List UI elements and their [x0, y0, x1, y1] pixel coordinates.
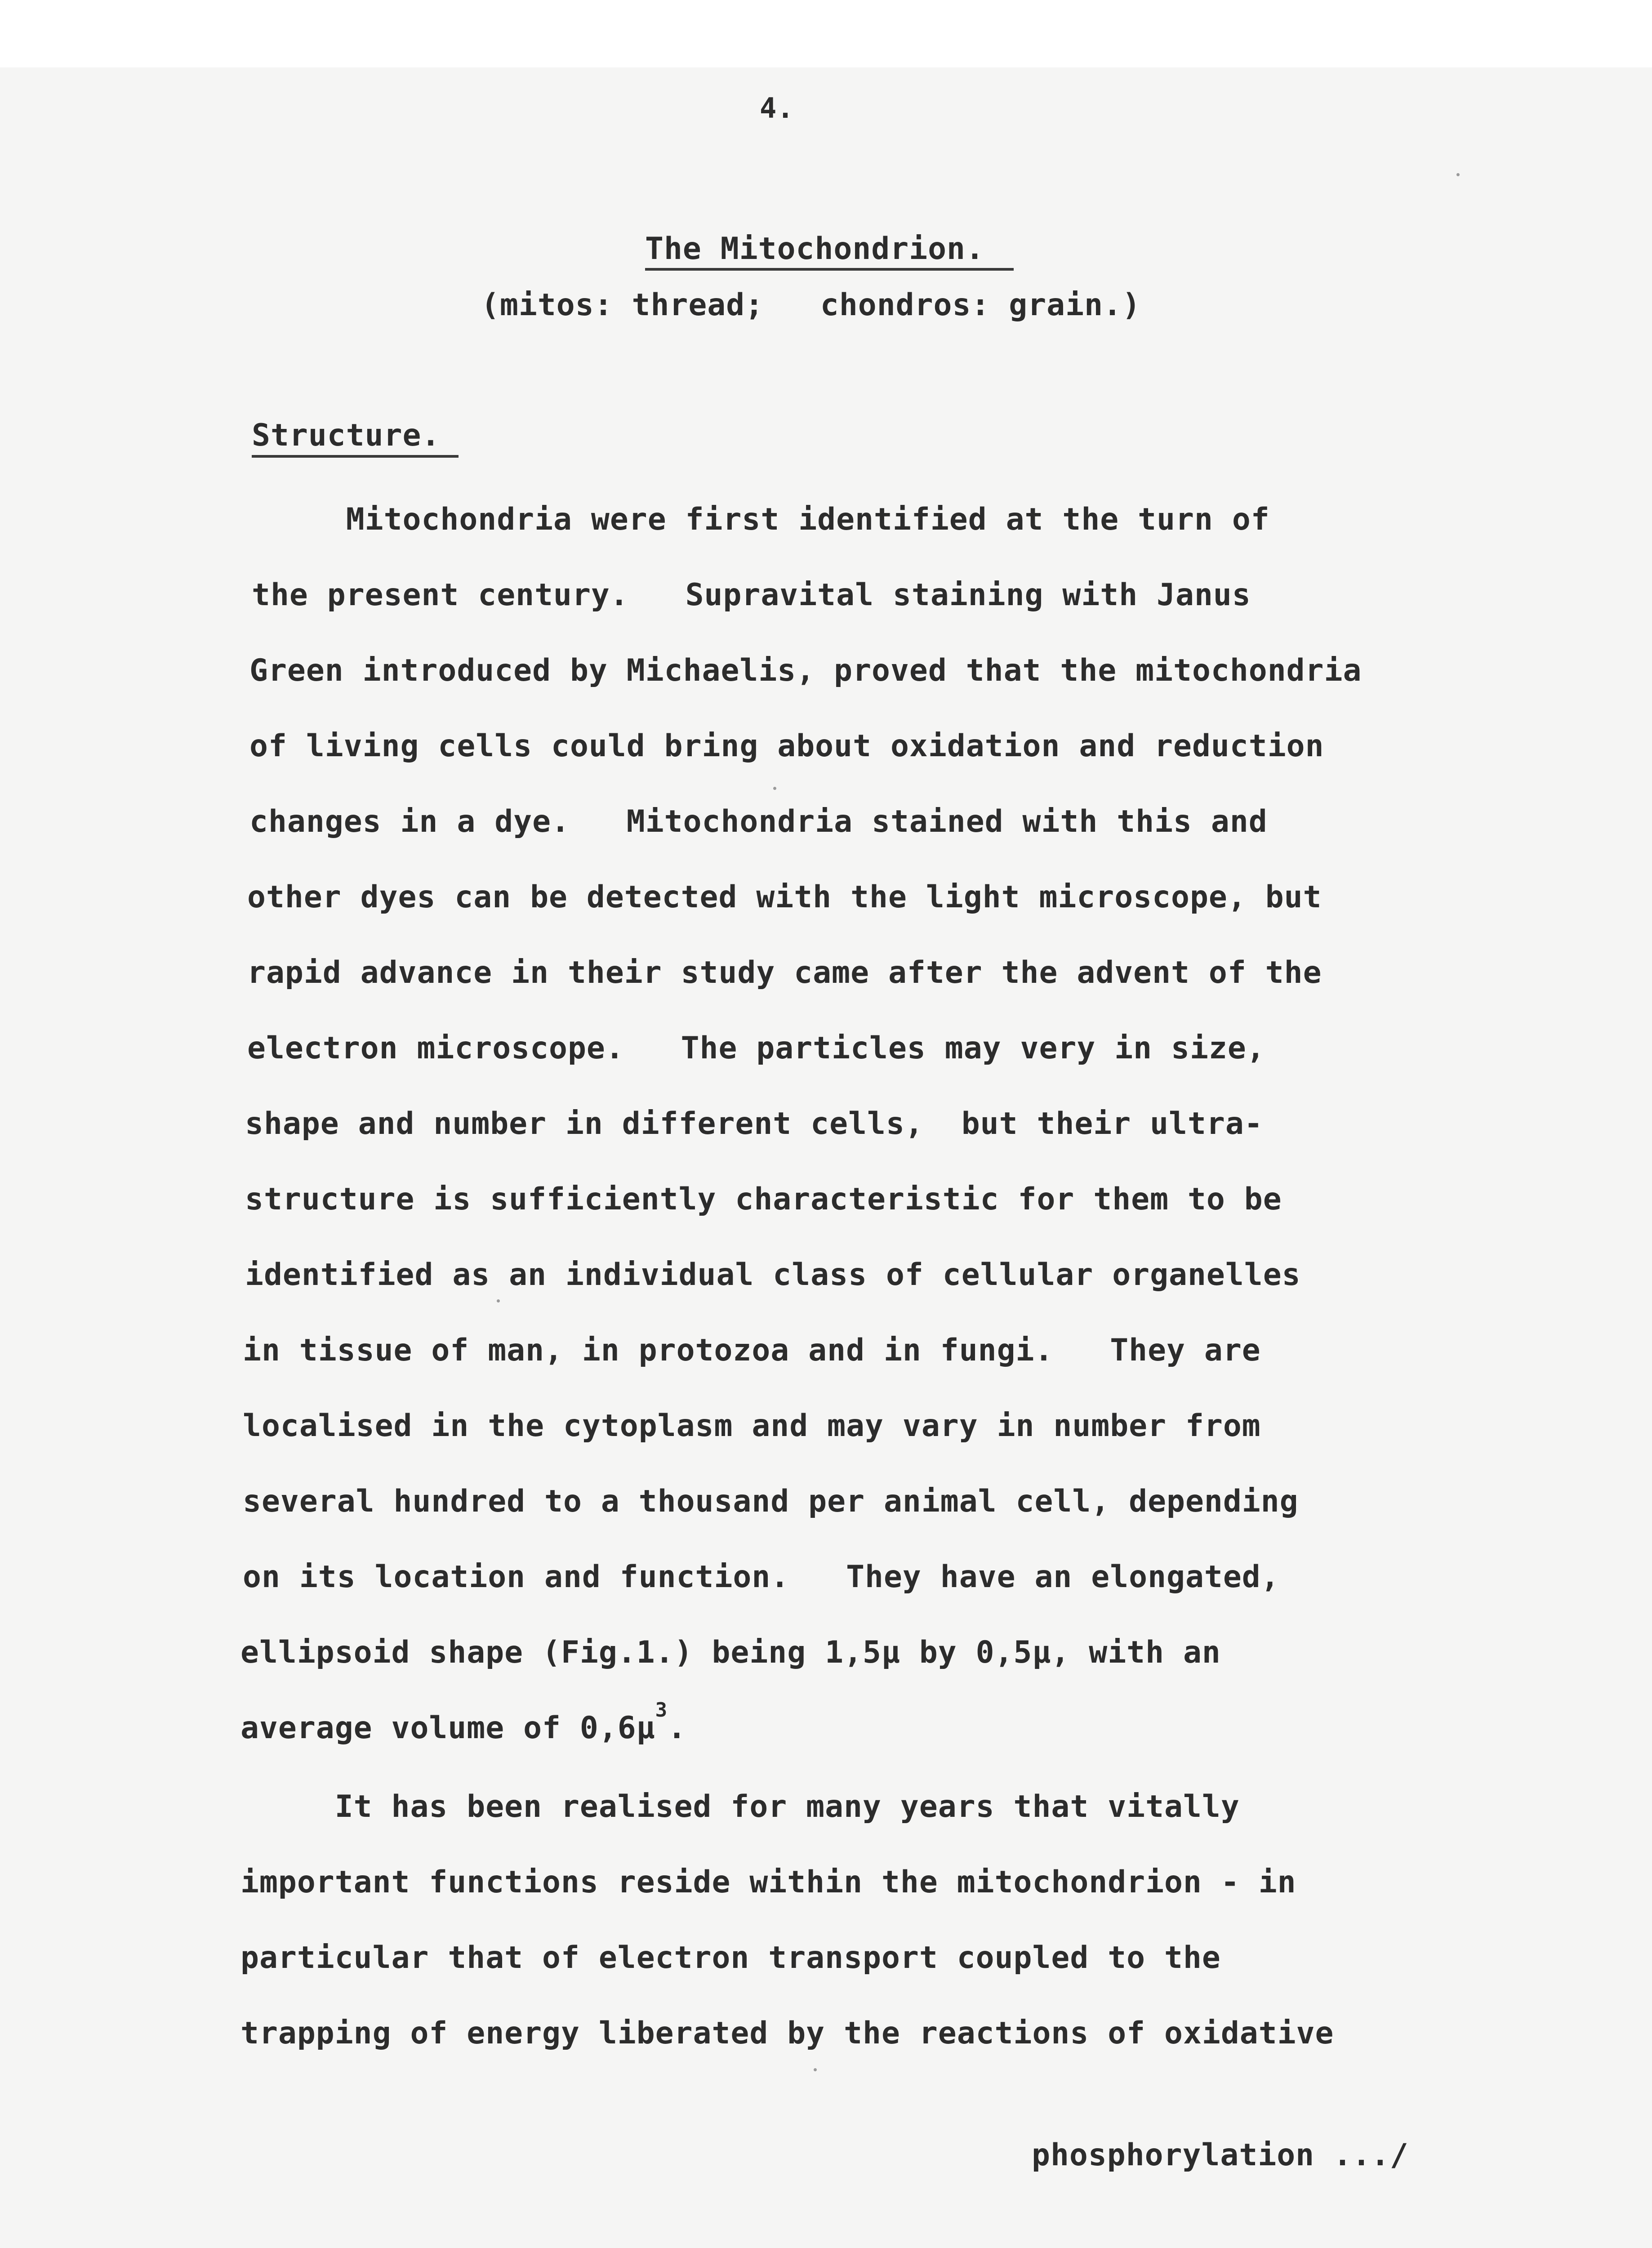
body-line: It has been realised for many years that vitally [240, 1789, 1240, 1824]
body-line: Mitochondria were first identified at the turn of [252, 502, 1270, 537]
body-line: electron microscope. The particles may very in size, [247, 1030, 1265, 1066]
body-line-volume [240, 1699, 687, 1746]
body-line: several hundred to a thousand per animal cell, depending [243, 1484, 1299, 1519]
etymology-subtitle: (mitos: thread; chondros: grain.) [481, 287, 1141, 323]
volume-superscript: 3 [655, 1699, 668, 1722]
body-line: in tissue of man, in protozoa and in fungi. They are [243, 1333, 1261, 1368]
scan-speck [773, 787, 776, 790]
body-line: trapping of energy liberated by the reactions of oxidative [240, 2016, 1334, 2051]
scan-speck [497, 1299, 500, 1302]
page-number: 4. [760, 92, 794, 125]
scan-top-margin [0, 0, 1652, 67]
body-line: structure is sufficiently characteristic for them to be [245, 1182, 1282, 1217]
heading-underline [252, 455, 459, 458]
volume-period: . [668, 1710, 687, 1746]
continuation-catchword: phosphorylation .../ [1032, 2137, 1409, 2173]
body-line: ellipsoid shape (Fig.1.) being 1,5µ by 0,5µ, with an [240, 1635, 1221, 1670]
body-line: of living cells could bring about oxidation and reduction [249, 728, 1324, 764]
body-line: rapid advance in their study came after the advent of the [247, 955, 1322, 990]
body-line: localised in the cytoplasm and may vary in number from [243, 1408, 1261, 1444]
document-page [0, 67, 1652, 2248]
title-underline [645, 268, 1014, 271]
body-line: important functions reside within the mitochondrion - in [240, 1864, 1296, 1900]
body-line: identified as an individual class of cellular organelles [245, 1257, 1301, 1293]
body-line: particular that of electron transport coupled to the [240, 1940, 1221, 1976]
body-line: Green introduced by Michaelis, proved that the mitochondria [249, 653, 1362, 688]
body-line: other dyes can be detected with the light microscope, but [247, 879, 1322, 915]
scan-speck [1456, 173, 1460, 176]
body-line: changes in a dye. Mitochondria stained with this and [249, 804, 1268, 839]
page-title: The Mitochondrion. [645, 231, 984, 267]
body-line: the present century. Supravital staining with Janus [252, 577, 1251, 613]
body-line: shape and number in different cells, but their ultra- [245, 1106, 1263, 1142]
volume-text: average volume of 0,6µ [240, 1710, 655, 1746]
scan-speck [814, 2068, 817, 2071]
section-heading: Structure. [252, 418, 441, 453]
body-line: on its location and function. They have an elongated, [243, 1559, 1280, 1595]
